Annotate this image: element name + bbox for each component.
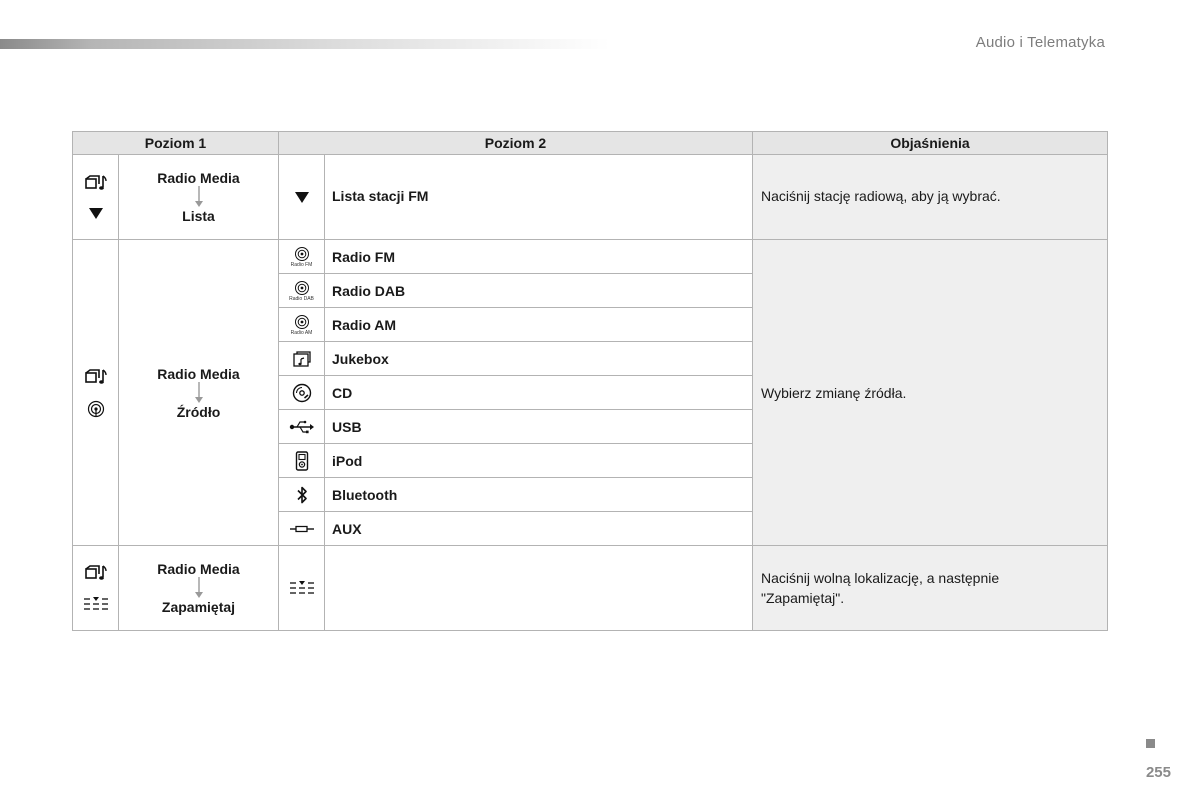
explanation-line: Naciśnij wolną lokalizację, a następnie — [761, 570, 1000, 586]
radio-am-icon — [279, 308, 325, 342]
section-title: Audio i Telematyka — [975, 34, 1105, 51]
level2-label-empty — [325, 546, 753, 631]
level1-menu-label: Radio Media — [157, 561, 240, 577]
level1-submenu-label: Lista — [182, 208, 215, 224]
ipod-icon — [279, 444, 325, 478]
icon-caption: Radio FM — [290, 261, 313, 268]
source-label: Radio AM — [325, 308, 753, 342]
table-row — [73, 546, 1108, 631]
level1-menu-label: Radio Media — [157, 170, 240, 186]
jukebox-icon — [279, 342, 325, 376]
explanation-text: Naciśnij stację radiową, aby ją wybrać. — [753, 155, 1108, 240]
source-label: iPod — [325, 444, 753, 478]
radio-media-icon — [73, 564, 118, 582]
icon-caption: Radio DAB — [289, 295, 314, 302]
level1-menu-label: Radio Media — [157, 365, 240, 382]
source-icon — [73, 400, 118, 418]
page-number: 255 — [1145, 764, 1171, 781]
level2-icon-cell — [279, 155, 325, 240]
presets-icon — [73, 596, 118, 612]
aux-icon — [279, 512, 325, 546]
radio-dab-icon — [279, 274, 325, 308]
table-header-row — [73, 132, 1108, 155]
header-gradient-bar — [0, 39, 610, 49]
explanation-text — [753, 546, 1108, 631]
radio-fm-icon — [279, 240, 325, 274]
explanation-line: "Zapamiętaj". — [761, 590, 845, 606]
header-explanations: Objaśnienia — [753, 132, 1108, 155]
source-label: Radio DAB — [325, 274, 753, 308]
level1-cell — [119, 155, 279, 240]
source-label: AUX — [325, 512, 753, 546]
source-label: Radio FM — [325, 240, 753, 274]
arrow-down-icon — [194, 186, 204, 208]
level2-label: Lista stacji FM — [325, 155, 753, 240]
level1-cell — [119, 546, 279, 631]
level1-submenu-label: Zapamiętaj — [161, 599, 236, 615]
explanation-text: Wybierz zmianę źródła. — [753, 240, 1108, 546]
source-label: CD — [325, 376, 753, 410]
menu-table — [72, 131, 1108, 631]
radio-media-icon — [73, 368, 118, 386]
table-row — [73, 155, 1108, 240]
arrow-down-icon — [194, 382, 204, 404]
arrow-down-icon — [194, 577, 204, 599]
level1-icons — [73, 546, 119, 631]
list-icon — [294, 190, 310, 204]
table-row — [73, 240, 1108, 274]
header-level1: Poziom 1 — [73, 132, 279, 155]
source-label: Jukebox — [325, 342, 753, 376]
level1-icons — [73, 240, 119, 546]
level1-submenu-label: Źródło — [176, 403, 221, 420]
header-level2: Poziom 2 — [279, 132, 753, 155]
level1-icons — [73, 155, 119, 240]
source-label: Bluetooth — [325, 478, 753, 512]
presets-icon — [289, 580, 315, 596]
page-marker — [1146, 739, 1155, 748]
level2-icon-cell — [279, 546, 325, 631]
bluetooth-icon — [279, 478, 325, 512]
level1-cell — [119, 240, 279, 546]
usb-icon — [279, 410, 325, 444]
list-icon — [73, 206, 118, 220]
source-label: USB — [325, 410, 753, 444]
radio-media-icon — [73, 174, 118, 192]
icon-caption: Radio AM — [290, 329, 313, 336]
cd-icon — [279, 376, 325, 410]
